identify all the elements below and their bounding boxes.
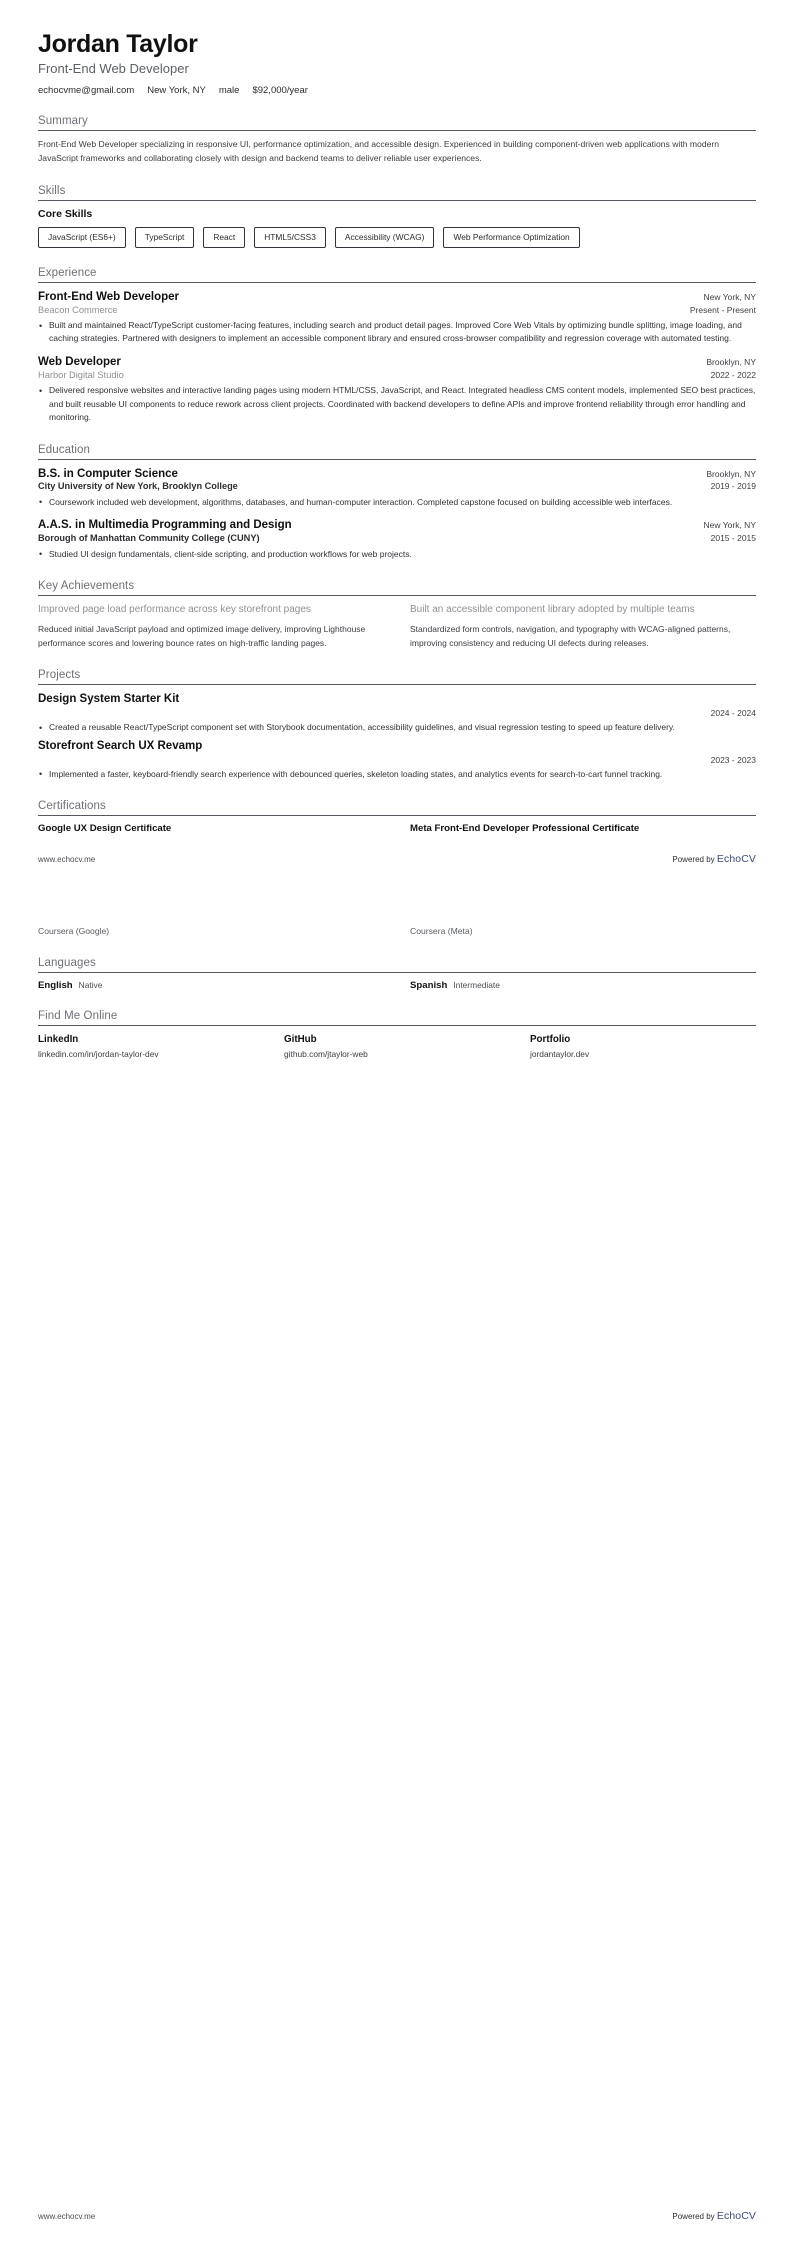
education-location: Brooklyn, NY (706, 468, 756, 479)
key-achievement-description: Reduced initial JavaScript payload and optimized image delivery, improving Lighthouse performance scores and lowering bounce rates on high-traffic landing pages. (38, 624, 366, 648)
section-heading-certifications: Certifications (38, 800, 756, 816)
experience-organization: Harbor Digital Studio (38, 370, 124, 381)
experience-location: New York, NY (703, 291, 756, 302)
education-entry (38, 467, 756, 510)
education-date-range: 2015 - 2015 (710, 532, 756, 543)
online-link-label: GitHub (284, 1033, 317, 1045)
project-entry (38, 692, 756, 734)
project-title: Storefront Search UX Revamp (38, 739, 203, 752)
footer-site-url: www.echocv.me (38, 855, 96, 865)
experience-entry (38, 355, 756, 425)
section-projects (38, 669, 756, 781)
experience-bullet-list (38, 384, 756, 424)
section-heading-key-achievements: Key Achievements (38, 580, 756, 596)
footer-brand-name: EchoCV (716, 2210, 756, 2222)
project-bullet: • Created a reusable React/TypeScript component set with Storybook documentation, accessibility guidelines, and visual regression testing to speed up feature delivery. (49, 721, 756, 734)
section-heading-education: Education (38, 444, 756, 460)
key-achievement-list (38, 603, 756, 650)
skill-chip: Web Performance Optimization (443, 227, 579, 247)
experience-location: Brooklyn, NY (706, 356, 756, 367)
certification-issuer: Coursera (Google) (38, 926, 110, 937)
resume-header (38, 30, 756, 96)
education-location: New York, NY (703, 520, 756, 531)
education-degree: A.A.S. in Multimedia Programming and Design (38, 519, 292, 532)
experience-bullet: • Built and maintained React/TypeScript customer-facing features, including search and product detail pages. Improved Core Web Vitals by optimizing bundle splitting, image loading, and caching strategies. Partnered with designers to implement an accessible component library and ensured cross-browser compatibility and regression coverage with automated testing. (49, 319, 756, 346)
language-name: English (38, 979, 73, 991)
key-achievement-description: Standardized form controls, navigation, and typography with WCAG-aligned patterns, improving consistency and reducing UI defects during releases. (410, 624, 731, 648)
footer-branding (672, 2210, 756, 2222)
education-bullet-list (38, 548, 756, 561)
section-experience (38, 267, 756, 425)
language-item (410, 980, 756, 991)
footer-brand-name: EchoCV (716, 853, 756, 866)
project-bullet: • Implemented a faster, keyboard-friendly search experience with debounced queries, skeleton loading states, and analytics events for search-to-cart funnel tracking. (49, 768, 756, 781)
language-level: Native (78, 979, 103, 990)
skill-chip: TypeScript (135, 227, 195, 247)
online-link-item-github[interactable] (284, 1033, 510, 1060)
education-school: Borough of Manhattan Community College (CUNY) (38, 532, 260, 543)
online-link-item-portfolio[interactable] (530, 1033, 756, 1060)
certification-issuer-row (38, 926, 756, 937)
project-entry (38, 739, 756, 781)
skill-chip: JavaScript (ES6+) (38, 227, 126, 247)
project-bullet-list (38, 721, 756, 734)
language-level: Intermediate (453, 979, 500, 990)
certification-item (410, 823, 756, 835)
contact-email: echocvme@gmail.com (38, 85, 135, 97)
header-contact-line (38, 85, 756, 96)
online-link-url[interactable]: github.com/jtaylor-web (284, 1048, 368, 1059)
section-heading-summary: Summary (38, 115, 756, 131)
header-job-title: Front-End Web Developer (38, 60, 189, 76)
certification-issuer: Coursera (Meta) (410, 926, 473, 937)
page-footer-bottom (38, 2210, 756, 2222)
certification-name: Meta Front-End Developer Professional Certificate (410, 823, 640, 835)
section-heading-skills: Skills (38, 185, 756, 201)
online-link-item-linkedin[interactable] (38, 1033, 264, 1060)
footer-powered-by-label: Powered by (672, 2212, 715, 2221)
online-link-url[interactable]: jordantaylor.dev (530, 1048, 590, 1059)
contact-gender: male (218, 85, 240, 97)
section-heading-languages: Languages (38, 957, 756, 973)
section-certifications (38, 800, 756, 938)
footer-powered-by-label: Powered by (672, 855, 715, 865)
education-entry-title-row (38, 467, 756, 481)
section-heading-find-me-online: Find Me Online (38, 1010, 756, 1026)
experience-entry (38, 290, 756, 346)
section-heading-experience: Experience (38, 267, 756, 283)
contact-location: New York, NY (147, 85, 206, 97)
footer-site-url: www.echocv.me (38, 2212, 96, 2221)
experience-date-range: Present - Present (689, 304, 756, 315)
footer-branding (672, 853, 756, 865)
certification-item (410, 926, 756, 937)
certification-item (38, 823, 384, 835)
project-bullet-list (38, 768, 756, 781)
experience-entry-title-row (38, 290, 756, 304)
online-link-list (38, 1033, 756, 1060)
experience-entry-org-row (38, 304, 756, 316)
experience-entry-title-row (38, 355, 756, 369)
section-education (38, 444, 756, 562)
section-heading-projects: Projects (38, 669, 756, 685)
certification-name: Google UX Design Certificate (38, 823, 172, 835)
page-footer-mid (38, 853, 756, 865)
key-achievement-item (410, 603, 756, 650)
key-achievement-title: Improved page load performance across key storefront pages (38, 604, 311, 616)
section-key-achievements (38, 580, 756, 650)
key-achievement-title: Built an accessible component library adopted by multiple teams (410, 604, 695, 616)
experience-entry-org-row (38, 369, 756, 381)
project-date-range: 2023 - 2023 (710, 754, 756, 765)
skill-chip-list (38, 227, 756, 247)
language-item (38, 980, 384, 991)
education-entry-school-row (38, 533, 756, 545)
summary-text: Front-End Web Developer specializing in responsive UI, performance optimization, and accessible design. Experienced in building component-driven web applications with modern JavaScript frameworks and collaborating closely with design and backend teams to deliver reliable user experiences. (38, 139, 720, 164)
online-link-url[interactable]: linkedin.com/in/jordan-taylor-dev (38, 1048, 159, 1059)
page-title: Jordan Taylor (38, 30, 198, 58)
experience-bullet-list (38, 319, 756, 346)
skill-chip: HTML5/CSS3 (254, 227, 326, 247)
contact-salary: $92,000/year (252, 85, 308, 97)
experience-job-title: Front-End Web Developer (38, 290, 179, 303)
education-bullet: • Coursework included web development, algorithms, databases, and human-computer interaction. Completed capstone focused on building accessible web interfaces. (49, 496, 756, 509)
skill-group-name: Core Skills (38, 208, 93, 221)
education-entry-title-row (38, 518, 756, 532)
experience-organization: Beacon Commerce (38, 304, 118, 315)
skill-chip: React (203, 227, 245, 247)
experience-date-range: 2022 - 2022 (710, 370, 756, 381)
education-bullet-list (38, 496, 756, 509)
language-name: Spanish (410, 979, 448, 991)
online-link-label: Portfolio (530, 1033, 571, 1045)
page-break-gap (38, 871, 756, 926)
project-title: Design System Starter Kit (38, 693, 180, 706)
section-languages (38, 957, 756, 991)
certification-name-row (38, 823, 756, 835)
experience-job-title: Web Developer (38, 355, 121, 368)
education-bullet: • Studied UI design fundamentals, client-side scripting, and production workflows for web projects. (49, 548, 756, 561)
section-skills (38, 185, 756, 247)
online-link-label: LinkedIn (38, 1033, 79, 1045)
education-date-range: 2019 - 2019 (710, 480, 756, 491)
language-list (38, 980, 756, 991)
section-find-me-online (38, 1010, 756, 1060)
education-entry (38, 518, 756, 561)
education-entry-school-row (38, 481, 756, 493)
experience-bullet: • Delivered responsive websites and interactive landing pages using modern HTML/CSS, JavaScript, and React. Integrated headless CMS content models, implemented SEO best practices, and built reusable UI components to reduce rework across client projects. Coordinated with backend developers to define APIs and improve frontend reliability through error handling and monitoring. (49, 384, 756, 424)
education-school: City University of New York, Brooklyn College (38, 480, 238, 491)
key-achievement-item (38, 603, 384, 650)
certification-item (38, 926, 384, 937)
section-summary (38, 115, 756, 166)
education-degree: B.S. in Computer Science (38, 467, 178, 480)
project-date-range: 2024 - 2024 (710, 708, 756, 719)
skill-chip: Accessibility (WCAG) (335, 227, 435, 247)
